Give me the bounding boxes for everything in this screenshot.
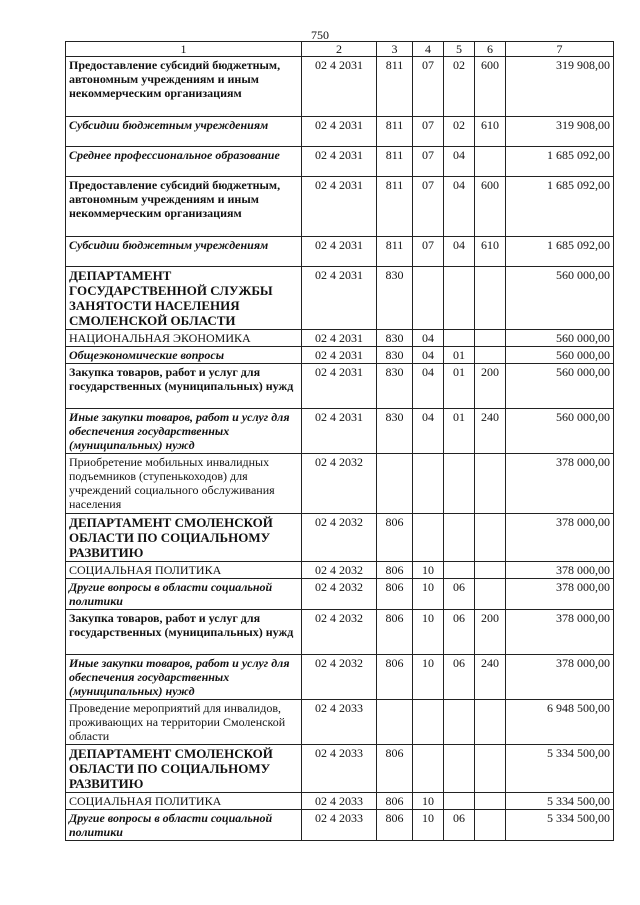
table-row <box>66 454 614 514</box>
budget-table <box>65 41 614 841</box>
ministry-code-cell: 806 <box>377 610 413 655</box>
expense-type-cell <box>475 514 506 562</box>
target-code-cell: 02 4 2032 <box>302 454 377 514</box>
table-row <box>66 409 614 454</box>
subsection-cell: 01 <box>444 364 475 409</box>
ministry-code-cell: 830 <box>377 267 413 330</box>
target-code-cell: 02 4 2031 <box>302 409 377 454</box>
section-cell: 04 <box>413 330 444 347</box>
ministry-code-cell: 811 <box>377 57 413 117</box>
target-code-cell: 02 4 2033 <box>302 793 377 810</box>
amount-cell: 378 000,00 <box>506 655 614 700</box>
subsection-cell: 02 <box>444 117 475 147</box>
target-code-cell: 02 4 2031 <box>302 57 377 117</box>
ministry-code-cell: 806 <box>377 514 413 562</box>
expense-type-cell <box>475 267 506 330</box>
target-code-cell: 02 4 2031 <box>302 117 377 147</box>
amount-cell: 560 000,00 <box>506 364 614 409</box>
expense-type-cell <box>475 330 506 347</box>
expense-type-cell: 240 <box>475 409 506 454</box>
expense-type-cell <box>475 810 506 841</box>
ministry-code-cell <box>377 700 413 745</box>
expense-type-cell <box>475 347 506 364</box>
ministry-code-cell: 830 <box>377 330 413 347</box>
table-row <box>66 330 614 347</box>
target-code-cell: 02 4 2031 <box>302 330 377 347</box>
subsection-cell: 04 <box>444 177 475 237</box>
amount-cell: 378 000,00 <box>506 454 614 514</box>
row-name-cell: Иные закупки товаров, работ и услуг для обеспечения государственных (муниципальных) нужд <box>66 409 302 454</box>
section-cell <box>413 700 444 745</box>
ministry-code-cell: 806 <box>377 579 413 610</box>
amount-cell: 5 334 500,00 <box>506 745 614 793</box>
ministry-code-cell: 811 <box>377 117 413 147</box>
table-header-row <box>66 42 614 57</box>
target-code-cell: 02 4 2033 <box>302 700 377 745</box>
target-code-cell: 02 4 2032 <box>302 562 377 579</box>
target-code-cell: 02 4 2032 <box>302 579 377 610</box>
table-row <box>66 267 614 330</box>
subsection-cell <box>444 267 475 330</box>
row-name-cell: ДЕПАРТАМЕНТ СМОЛЕНСКОЙ ОБЛАСТИ ПО СОЦИАЛЬНОМУ РАЗВИТИЮ <box>66 514 302 562</box>
amount-cell: 560 000,00 <box>506 330 614 347</box>
row-name-cell: Закупка товаров, работ и услуг для государственных (муниципальных) нужд <box>66 610 302 655</box>
expense-type-cell: 240 <box>475 655 506 700</box>
subsection-cell: 06 <box>444 810 475 841</box>
table-row <box>66 655 614 700</box>
section-cell: 04 <box>413 347 444 364</box>
expense-type-cell <box>475 700 506 745</box>
row-name-cell: Проведение мероприятий для инвалидов, проживающих на территории Смоленской области <box>66 700 302 745</box>
amount-cell: 378 000,00 <box>506 579 614 610</box>
expense-type-cell <box>475 579 506 610</box>
ministry-code-cell: 830 <box>377 364 413 409</box>
expense-type-cell: 600 <box>475 57 506 117</box>
row-name-cell: НАЦИОНАЛЬНАЯ ЭКОНОМИКА <box>66 330 302 347</box>
table-row <box>66 700 614 745</box>
subsection-cell: 06 <box>444 610 475 655</box>
column-header: 3 <box>377 42 413 57</box>
amount-cell: 378 000,00 <box>506 562 614 579</box>
target-code-cell: 02 4 2031 <box>302 177 377 237</box>
ministry-code-cell: 830 <box>377 347 413 364</box>
ministry-code-cell: 811 <box>377 237 413 267</box>
expense-type-cell <box>475 793 506 810</box>
column-header: 7 <box>506 42 614 57</box>
row-name-cell: СОЦИАЛЬНАЯ ПОЛИТИКА <box>66 562 302 579</box>
amount-cell: 560 000,00 <box>506 347 614 364</box>
row-name-cell: Субсидии бюджетным учреждениям <box>66 237 302 267</box>
table-row <box>66 347 614 364</box>
section-cell: 04 <box>413 364 444 409</box>
subsection-cell: 06 <box>444 579 475 610</box>
section-cell: 10 <box>413 793 444 810</box>
row-name-cell: ДЕПАРТАМЕНТ ГОСУДАРСТВЕННОЙ СЛУЖБЫ ЗАНЯТОСТИ НАСЕЛЕНИЯ СМОЛЕНСКОЙ ОБЛАСТИ <box>66 267 302 330</box>
target-code-cell: 02 4 2031 <box>302 347 377 364</box>
subsection-cell <box>444 454 475 514</box>
ministry-code-cell: 806 <box>377 745 413 793</box>
expense-type-cell: 200 <box>475 364 506 409</box>
row-name-cell: Другие вопросы в области социальной политики <box>66 810 302 841</box>
row-name-cell: ДЕПАРТАМЕНТ СМОЛЕНСКОЙ ОБЛАСТИ ПО СОЦИАЛЬНОМУ РАЗВИТИЮ <box>66 745 302 793</box>
column-header: 6 <box>475 42 506 57</box>
subsection-cell <box>444 700 475 745</box>
expense-type-cell: 600 <box>475 177 506 237</box>
subsection-cell <box>444 793 475 810</box>
ministry-code-cell: 806 <box>377 810 413 841</box>
table-row <box>66 579 614 610</box>
column-header: 1 <box>66 42 302 57</box>
ministry-code-cell: 806 <box>377 793 413 810</box>
ministry-code-cell: 811 <box>377 147 413 177</box>
amount-cell: 378 000,00 <box>506 514 614 562</box>
expense-type-cell: 610 <box>475 117 506 147</box>
table-row <box>66 177 614 237</box>
row-name-cell: СОЦИАЛЬНАЯ ПОЛИТИКА <box>66 793 302 810</box>
expense-type-cell <box>475 562 506 579</box>
column-header: 4 <box>413 42 444 57</box>
table-row <box>66 117 614 147</box>
subsection-cell: 02 <box>444 57 475 117</box>
amount-cell: 560 000,00 <box>506 409 614 454</box>
amount-cell: 378 000,00 <box>506 610 614 655</box>
target-code-cell: 02 4 2032 <box>302 655 377 700</box>
subsection-cell: 06 <box>444 655 475 700</box>
column-header: 2 <box>302 42 377 57</box>
target-code-cell: 02 4 2031 <box>302 364 377 409</box>
subsection-cell: 04 <box>444 237 475 267</box>
target-code-cell: 02 4 2031 <box>302 147 377 177</box>
row-name-cell: Общеэкономические вопросы <box>66 347 302 364</box>
section-cell: 10 <box>413 610 444 655</box>
subsection-cell <box>444 562 475 579</box>
amount-cell: 560 000,00 <box>506 267 614 330</box>
expense-type-cell <box>475 147 506 177</box>
amount-cell: 6 948 500,00 <box>506 700 614 745</box>
section-cell: 04 <box>413 409 444 454</box>
table-row <box>66 562 614 579</box>
section-cell: 07 <box>413 177 444 237</box>
subsection-cell: 01 <box>444 409 475 454</box>
row-name-cell: Другие вопросы в области социальной политики <box>66 579 302 610</box>
expense-type-cell: 610 <box>475 237 506 267</box>
subsection-cell: 04 <box>444 147 475 177</box>
table-row <box>66 57 614 117</box>
section-cell <box>413 454 444 514</box>
expense-type-cell: 200 <box>475 610 506 655</box>
section-cell: 10 <box>413 579 444 610</box>
amount-cell: 1 685 092,00 <box>506 177 614 237</box>
section-cell: 07 <box>413 57 444 117</box>
target-code-cell: 02 4 2032 <box>302 514 377 562</box>
amount-cell: 319 908,00 <box>506 117 614 147</box>
amount-cell: 1 685 092,00 <box>506 237 614 267</box>
subsection-cell <box>444 745 475 793</box>
target-code-cell: 02 4 2032 <box>302 610 377 655</box>
table-row <box>66 810 614 841</box>
target-code-cell: 02 4 2033 <box>302 810 377 841</box>
section-cell: 07 <box>413 117 444 147</box>
row-name-cell: Предоставление субсидий бюджетным, автономным учреждениям и иным некоммерческим организациям <box>66 177 302 237</box>
row-name-cell: Субсидии бюджетным учреждениям <box>66 117 302 147</box>
subsection-cell: 01 <box>444 347 475 364</box>
ministry-code-cell: 811 <box>377 177 413 237</box>
target-code-cell: 02 4 2031 <box>302 237 377 267</box>
table-row <box>66 610 614 655</box>
table-row <box>66 147 614 177</box>
amount-cell: 319 908,00 <box>506 57 614 117</box>
row-name-cell: Закупка товаров, работ и услуг для государственных (муниципальных) нужд <box>66 364 302 409</box>
subsection-cell <box>444 330 475 347</box>
section-cell: 10 <box>413 655 444 700</box>
table-row <box>66 745 614 793</box>
row-name-cell: Иные закупки товаров, работ и услуг для обеспечения государственных (муниципальных) нужд <box>66 655 302 700</box>
ministry-code-cell <box>377 454 413 514</box>
subsection-cell <box>444 514 475 562</box>
expense-type-cell <box>475 454 506 514</box>
column-header: 5 <box>444 42 475 57</box>
ministry-code-cell: 806 <box>377 655 413 700</box>
expense-type-cell <box>475 745 506 793</box>
table-row <box>66 514 614 562</box>
section-cell: 07 <box>413 147 444 177</box>
ministry-code-cell: 806 <box>377 562 413 579</box>
section-cell <box>413 514 444 562</box>
section-cell: 07 <box>413 237 444 267</box>
table-row <box>66 237 614 267</box>
section-cell <box>413 745 444 793</box>
amount-cell: 5 334 500,00 <box>506 810 614 841</box>
page-number: 750 <box>311 28 329 42</box>
table-row <box>66 364 614 409</box>
row-name-cell: Предоставление субсидий бюджетным, автономным учреждениям и иным некоммерческим организациям <box>66 57 302 117</box>
ministry-code-cell: 830 <box>377 409 413 454</box>
section-cell: 10 <box>413 562 444 579</box>
target-code-cell: 02 4 2033 <box>302 745 377 793</box>
section-cell <box>413 267 444 330</box>
table-row <box>66 793 614 810</box>
target-code-cell: 02 4 2031 <box>302 267 377 330</box>
row-name-cell: Приобретение мобильных инвалидных подъемников (ступенькоходов) для учреждений социального обслуживания населения <box>66 454 302 514</box>
row-name-cell: Среднее профессиональное образование <box>66 147 302 177</box>
section-cell: 10 <box>413 810 444 841</box>
amount-cell: 1 685 092,00 <box>506 147 614 177</box>
amount-cell: 5 334 500,00 <box>506 793 614 810</box>
